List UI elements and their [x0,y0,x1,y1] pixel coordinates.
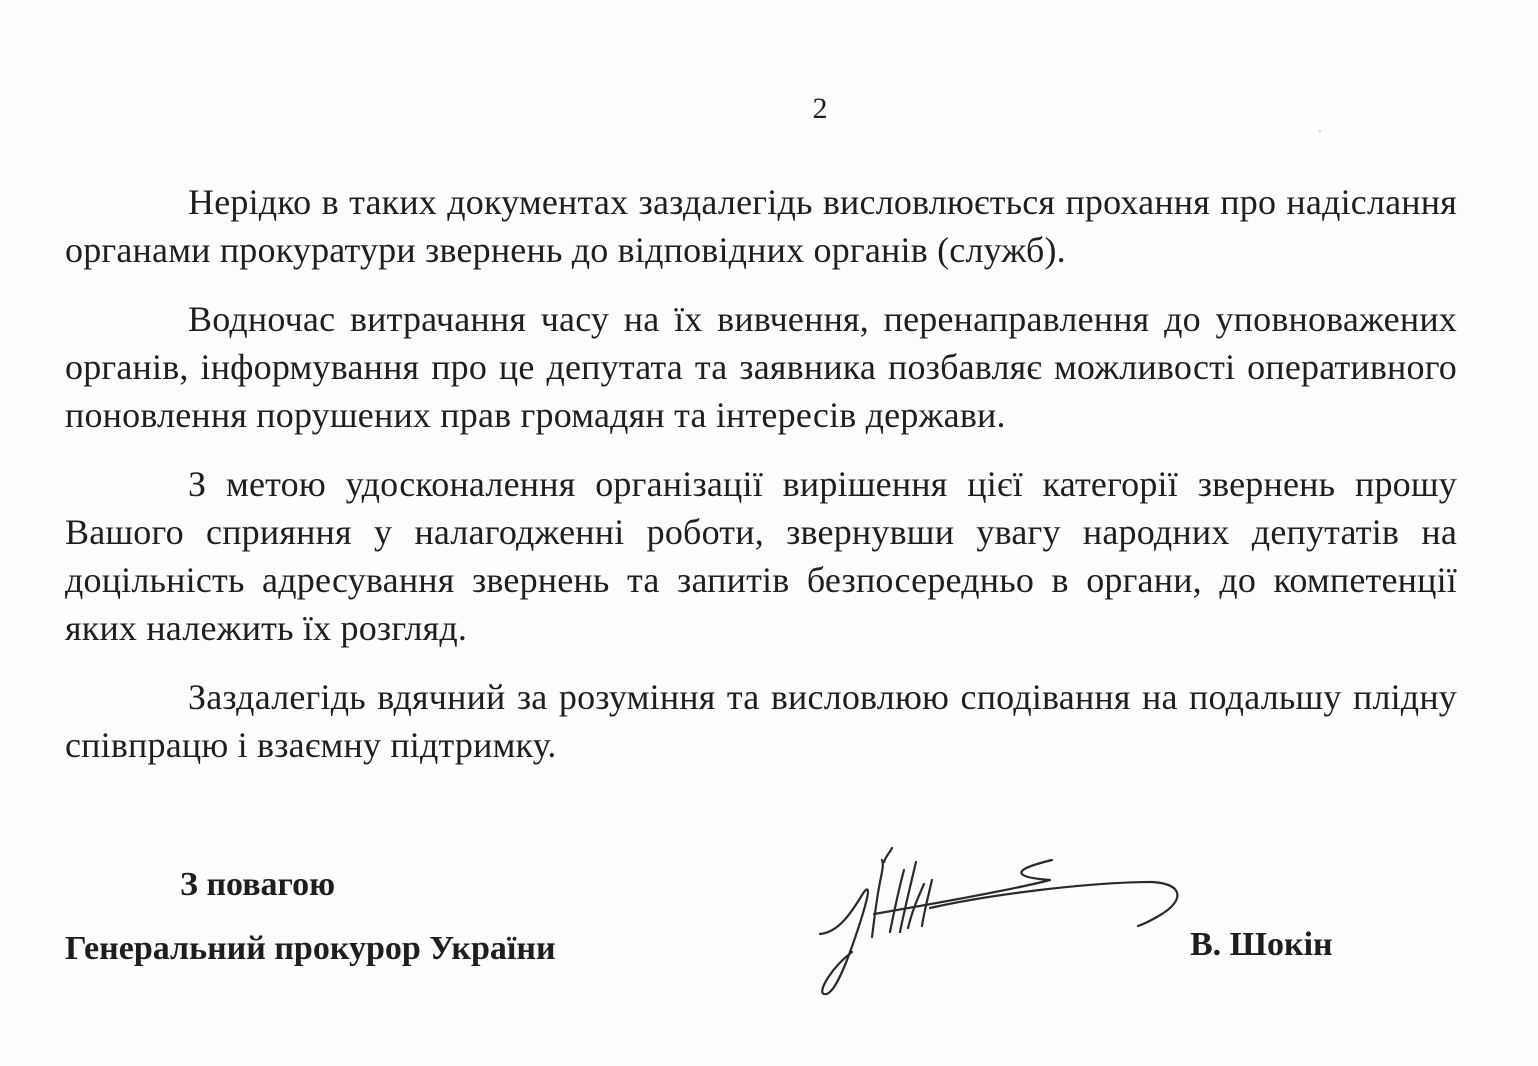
signer-name: В. Шокін [1190,926,1333,963]
scan-speck: · [1318,124,1322,138]
letter-body [65,178,1457,790]
paragraph-1: Нерідко в таких документах заздалегідь висловлюється прохання про надіслання органами прокуратури звернень до відповідних органів (служб). [65,182,1457,270]
signer-position: Генеральний прокурор України [65,930,556,967]
handwritten-signature [812,842,1192,1002]
closing-phrase: З повагою [180,866,336,903]
page-number: 2 [812,92,828,125]
paragraph-2: Водночас витрачання часу на їх вивчення, перенаправлення до уповноважених органів, інформування про це депутата та заявника позбавляє можливості оперативного поновлення порушених прав громадян та інтересів держави. [65,299,1457,435]
paragraph-3: З метою удосконалення організації вирішення цієї категорії звернень прошу Вашого сприяння у налагодженні роботи, звернувши увагу народних депутатів на доцільність адресування звернень та запитів безпосередньо в органи, до компетенції яких належить їх розгляд. [65,464,1457,648]
paragraph-4: Заздалегідь вдячний за розуміння та висловлюю сподівання на подальшу плідну співпрацю і взаємну підтримку. [65,677,1457,765]
